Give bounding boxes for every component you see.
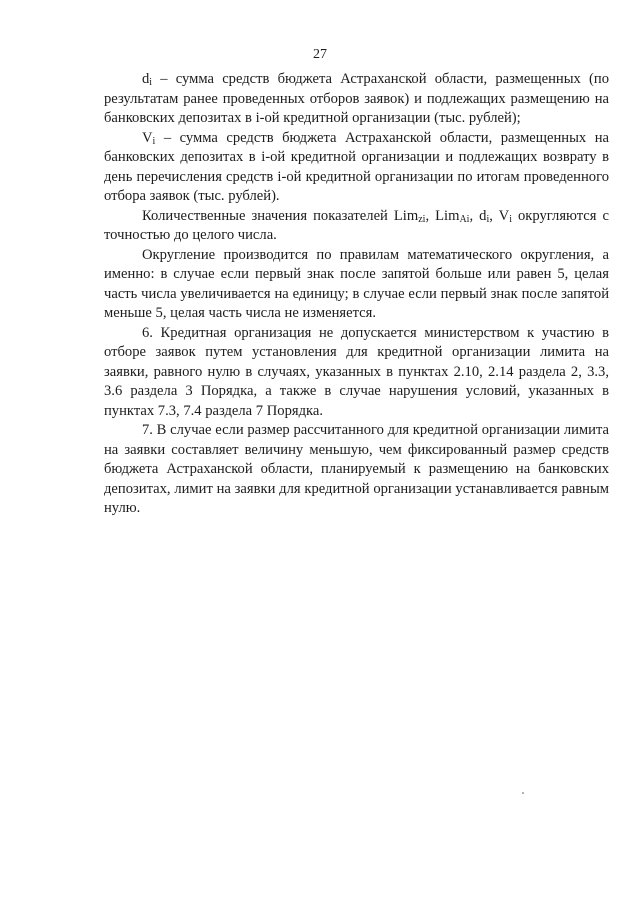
paragraph-text: – сумма средств бюджета Астраханской области, размещенных на банковских депозитах в i-ой кредитной организации и подлежащих возврату в день перечисления средств i-ой кредитной организации по итогам проведенного отбора заявок (тыс. рублей). (104, 129, 609, 204)
paragraph-text: , Lim (425, 207, 460, 224)
symbol-v: V (142, 129, 153, 146)
paragraph-text: – сумма средств бюджета Астраханской области, размещенных (по результатам ранее проведенных отборов заявок) и подлежащих размещению на банковских депозитах в i-ой кредитной организации (тыс. рублей); (104, 71, 609, 126)
document-body (104, 70, 609, 519)
subscript-ai: Ai (459, 213, 470, 225)
symbol-d: d (142, 71, 150, 87)
subscript-i: i (509, 213, 512, 225)
paragraph-text: округляются с точностью до целого числа. (104, 207, 610, 243)
paragraph-rounding-rules: Округление производится по правилам математического округления, а именно: в случае если первый знак после запятой больше или равен 5, целая часть числа увеличивается на единицу; в случае если первый знак после запятой меньше 5, целая часть числа не изменяется. (104, 246, 609, 321)
symbol-d-subscript: i (149, 77, 153, 88)
paragraph-rounding-values (104, 207, 609, 246)
subscript-i: i (486, 213, 490, 225)
subscript-zi: zi (418, 213, 426, 225)
paragraph-vi-definition (104, 129, 609, 207)
page-number: 27 (313, 47, 327, 62)
paragraph-item-6: 6. Кредитная организация не допускается министерством к участию в отборе заявок путем установления для кредитной организации лимита на заявки, равного нулю в случаях, указанных в пунктах 2.10, 2.14 раздела 2, 3.3, 3.6 раздела 3 Порядка, а также в случае нарушения условий, указанных в пунктах 7.3, 7.4 раздела 7 Порядка. (104, 324, 609, 419)
paragraph-text: , d (469, 207, 487, 224)
paragraph-di-definition (104, 70, 609, 129)
paragraph-text: Количественные значения показателей Lim (142, 207, 419, 224)
scan-speck (522, 792, 524, 794)
paragraph-text: , V (489, 207, 510, 224)
symbol-v-subscript: i (152, 135, 156, 147)
paragraph-item-7: 7. В случае если размер рассчитанного для кредитной организации лимита на заявки составляет величину меньшую, чем фиксированный размер средств бюджета Астраханской области, планируемый к размещению на банковских депозитах, лимит на заявки для кредитной организации устанавливается равным нулю. (104, 422, 609, 516)
